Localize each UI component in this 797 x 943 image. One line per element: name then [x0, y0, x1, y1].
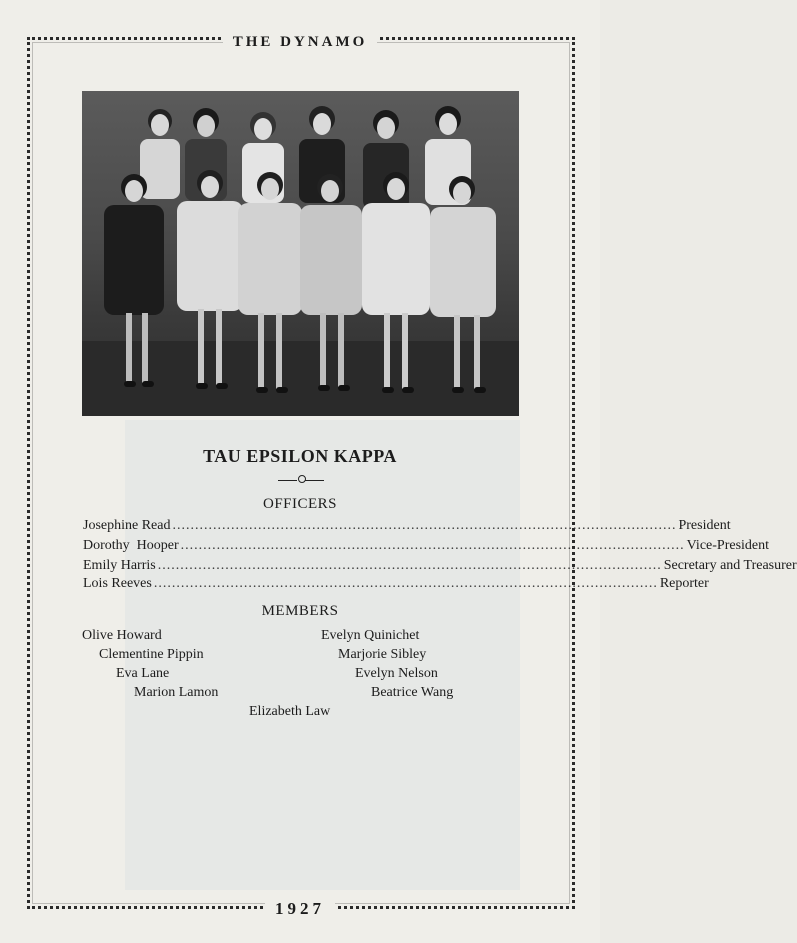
- group-photo: [82, 91, 519, 416]
- footer-year: 1927: [265, 899, 335, 919]
- officer-row: [83, 557, 797, 575]
- member-name: Marjorie Sibley: [338, 647, 427, 662]
- member-name: Elizabeth Law: [249, 704, 331, 719]
- officer-name: Emily Harris: [83, 558, 156, 573]
- officer-name: Lois Reeves: [83, 576, 152, 591]
- member-name: Olive Howard: [82, 628, 162, 643]
- officer-row: [83, 537, 770, 555]
- member-name: Clementine Pippin: [99, 647, 204, 662]
- officer-role: President: [678, 518, 731, 533]
- officer-role: Vice-President: [686, 538, 770, 553]
- leader-dots: ................................................................................................................: [157, 558, 662, 573]
- member-name: Beatrice Wang: [371, 685, 454, 700]
- members-heading: MEMBERS: [261, 603, 339, 619]
- officer-row: [83, 517, 731, 535]
- officer-role: Secretary and Treasurer: [663, 558, 797, 573]
- officer-role: Reporter: [659, 576, 709, 591]
- org-title: TAU EPSILON KAPPA: [203, 446, 397, 466]
- member-name: Marion Lamon: [134, 685, 219, 700]
- officer-name: Dorothy Hooper: [83, 538, 179, 553]
- officers-heading: OFFICERS: [262, 496, 338, 512]
- member-name: Eva Lane: [116, 666, 170, 681]
- ornament-divider-icon: [278, 480, 324, 482]
- leader-dots: ................................................................................................................: [172, 518, 677, 533]
- officer-name: Josephine Read: [83, 518, 171, 533]
- header-title: THE DYNAMO: [223, 34, 378, 51]
- group-photo-illustration: [82, 91, 519, 416]
- member-name: Evelyn Quinichet: [321, 628, 420, 643]
- officer-row: [83, 575, 709, 593]
- leader-dots: ................................................................................................................: [153, 576, 658, 591]
- member-name: Evelyn Nelson: [355, 666, 438, 681]
- leader-dots: ................................................................................................................: [180, 538, 685, 553]
